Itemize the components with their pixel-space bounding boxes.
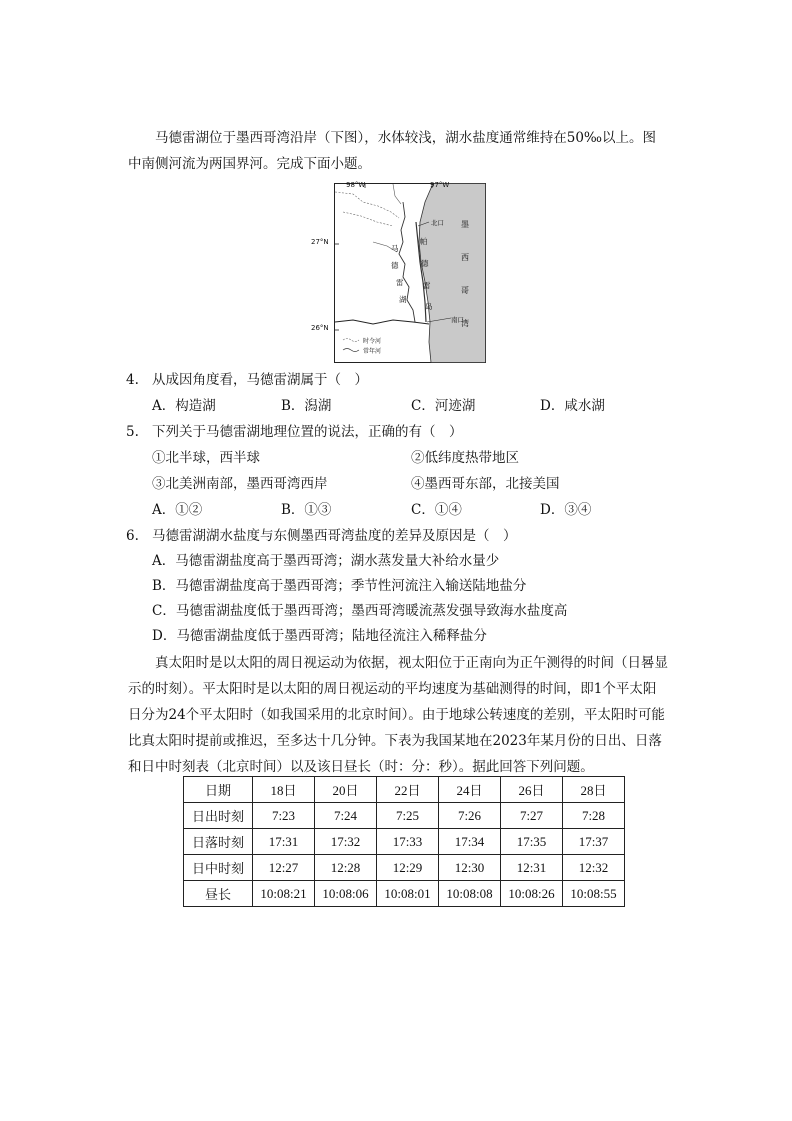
q5-item-4: ④墨西哥东部，北接美国 xyxy=(411,476,560,492)
table-cell: 17:37 xyxy=(563,829,625,855)
table-cell: 12:32 xyxy=(563,855,625,881)
legend-perennial-label: 常年河 xyxy=(363,348,382,355)
q5-item-1: ①北半球，西半球 xyxy=(152,450,260,466)
q5-item-2: ②低纬度热带地区 xyxy=(411,450,519,466)
table-header-cell: 24日 xyxy=(439,777,501,803)
island-label-char: 德 xyxy=(421,259,429,268)
sunrise-sunset-table xyxy=(183,776,625,907)
lat-label-27: 27°N xyxy=(311,238,329,246)
table-cell: 7:27 xyxy=(501,803,563,829)
question-5-stem: 下列关于马德雷湖地理位置的说法，正确的有（ ） xyxy=(152,424,463,440)
sea-label-char: 墨 xyxy=(461,220,469,229)
table-row xyxy=(184,881,625,907)
legend-seasonal-label: 时令河 xyxy=(363,338,382,345)
lat-label-26: 26°N xyxy=(311,324,329,332)
q5-option-c: C．①④ xyxy=(411,502,462,518)
q6-option-a: A．马德雷湖盐度高于墨西哥湾；湖水蒸发量大补给水量少 xyxy=(152,553,500,569)
table-cell: 7:26 xyxy=(439,803,501,829)
table-cell: 17:33 xyxy=(377,829,439,855)
table-cell: 7:23 xyxy=(253,803,315,829)
table-cell: 7:28 xyxy=(563,803,625,829)
table-header-cell: 18日 xyxy=(253,777,315,803)
table-cell: 10:08:01 xyxy=(377,881,439,907)
question-5-number: 5. xyxy=(126,424,139,440)
table-cell: 12:29 xyxy=(377,855,439,881)
table-header-row xyxy=(184,777,625,803)
island-label-char: 雷 xyxy=(423,281,431,290)
sea-label-char: 西 xyxy=(461,253,469,262)
question-4-number: 4. xyxy=(126,372,139,388)
lake-label-char: 德 xyxy=(391,261,399,270)
q5-option-b: B．①③ xyxy=(281,502,332,518)
table-header-cell: 26日 xyxy=(501,777,563,803)
table-cell: 17:34 xyxy=(439,829,501,855)
lake-label-char: 湖 xyxy=(399,295,407,304)
island-label-char: 帕 xyxy=(420,237,428,246)
intro-paragraph-2: 真太阳时是以太阳的周日视运动为依据，视太阳位于正南向为正午测得的时间（日晷显示的时刻）。平太阳时是以太阳的周日视运动的平均速度为基础测得的时间，即1个平太阳日分为24个平太阳时（如我国采用的北京时间）。由于地球公转速度的差别，平太阳时可能比真太阳时提前或推迟，至多达十几分钟。下表为我国某地在2023年某月份的日出、日落和日中时刻表（北京时间）以及该日昼长（时：分：秒）。据此回答下列问题。 xyxy=(128,655,668,775)
q6-option-d: D．马德雷湖盐度低于墨西哥湾；陆地径流注入稀释盐分 xyxy=(152,628,487,644)
q4-option-c: C．河迹湖 xyxy=(411,398,476,414)
lon-label-98-outer: 98°W xyxy=(346,181,366,189)
lake-map xyxy=(333,182,487,364)
question-4-stem: 从成因角度看，马德雷湖属于（ ） xyxy=(152,372,368,388)
north-inlet-label: 北口 xyxy=(431,219,444,227)
table-cell: 12:27 xyxy=(253,855,315,881)
question-6-number: 6. xyxy=(126,528,139,544)
south-inlet-label: 南口 xyxy=(451,316,464,324)
table-cell: 昼长 xyxy=(184,881,253,907)
table-cell: 7:25 xyxy=(377,803,439,829)
gulf-sea-area xyxy=(419,184,486,363)
q4-option-d: D．咸水湖 xyxy=(540,398,605,414)
sea-label-char: 哥 xyxy=(461,286,469,295)
island-label-char: 岛 xyxy=(425,302,433,311)
table-cell: 17:32 xyxy=(315,829,377,855)
question-6-stem: 马德雷湖湖水盐度与东侧墨西哥湾盐度的差异及原因是（ ） xyxy=(152,528,517,544)
table-cell: 12:30 xyxy=(439,855,501,881)
q4-option-b: B．潟湖 xyxy=(281,398,332,414)
table-row xyxy=(184,829,625,855)
table-cell: 17:35 xyxy=(501,829,563,855)
table-header-cell: 28日 xyxy=(563,777,625,803)
table-cell: 日出时刻 xyxy=(184,803,253,829)
table-cell: 10:08:55 xyxy=(563,881,625,907)
q6-option-b: B．马德雷湖盐度高于墨西哥湾；季节性河流注入输送陆地盐分 xyxy=(152,578,527,594)
table-cell: 10:08:21 xyxy=(253,881,315,907)
intro-paragraph-1: 马德雷湖位于墨西哥湾沿岸（下图），水体较浅，湖水盐度通常维持在50‰以上。图中南侧河流为两国界河。完成下面小题。 xyxy=(128,130,657,172)
q5-option-a: A．①② xyxy=(152,502,203,518)
q5-item-3: ③北美洲南部，墨西哥湾西岸 xyxy=(152,476,328,492)
table-row xyxy=(184,855,625,881)
table-cell: 10:08:08 xyxy=(439,881,501,907)
q5-option-d: D．③④ xyxy=(540,502,592,518)
table-cell: 10:08:26 xyxy=(501,881,563,907)
lake-label-char: 马 xyxy=(391,244,399,253)
table-cell: 日落时刻 xyxy=(184,829,253,855)
table-header-cell: 日期 xyxy=(184,777,253,803)
table-cell: 7:24 xyxy=(315,803,377,829)
q4-option-a: A．构造湖 xyxy=(152,398,216,414)
lake-label-char: 雷 xyxy=(396,278,404,287)
table-cell: 17:31 xyxy=(253,829,315,855)
sea-label-char: 湾 xyxy=(461,319,469,328)
table-header-cell: 22日 xyxy=(377,777,439,803)
table-cell: 10:08:06 xyxy=(315,881,377,907)
table-cell: 12:28 xyxy=(315,855,377,881)
table-header-cell: 20日 xyxy=(315,777,377,803)
table-cell: 日中时刻 xyxy=(184,855,253,881)
lon-label-97-outer: 97°W xyxy=(430,181,450,189)
table-cell: 12:31 xyxy=(501,855,563,881)
table-row xyxy=(184,803,625,829)
q6-option-c: C．马德雷湖盐度低于墨西哥湾；墨西哥湾暖流蒸发强导致海水盐度高 xyxy=(152,603,568,619)
